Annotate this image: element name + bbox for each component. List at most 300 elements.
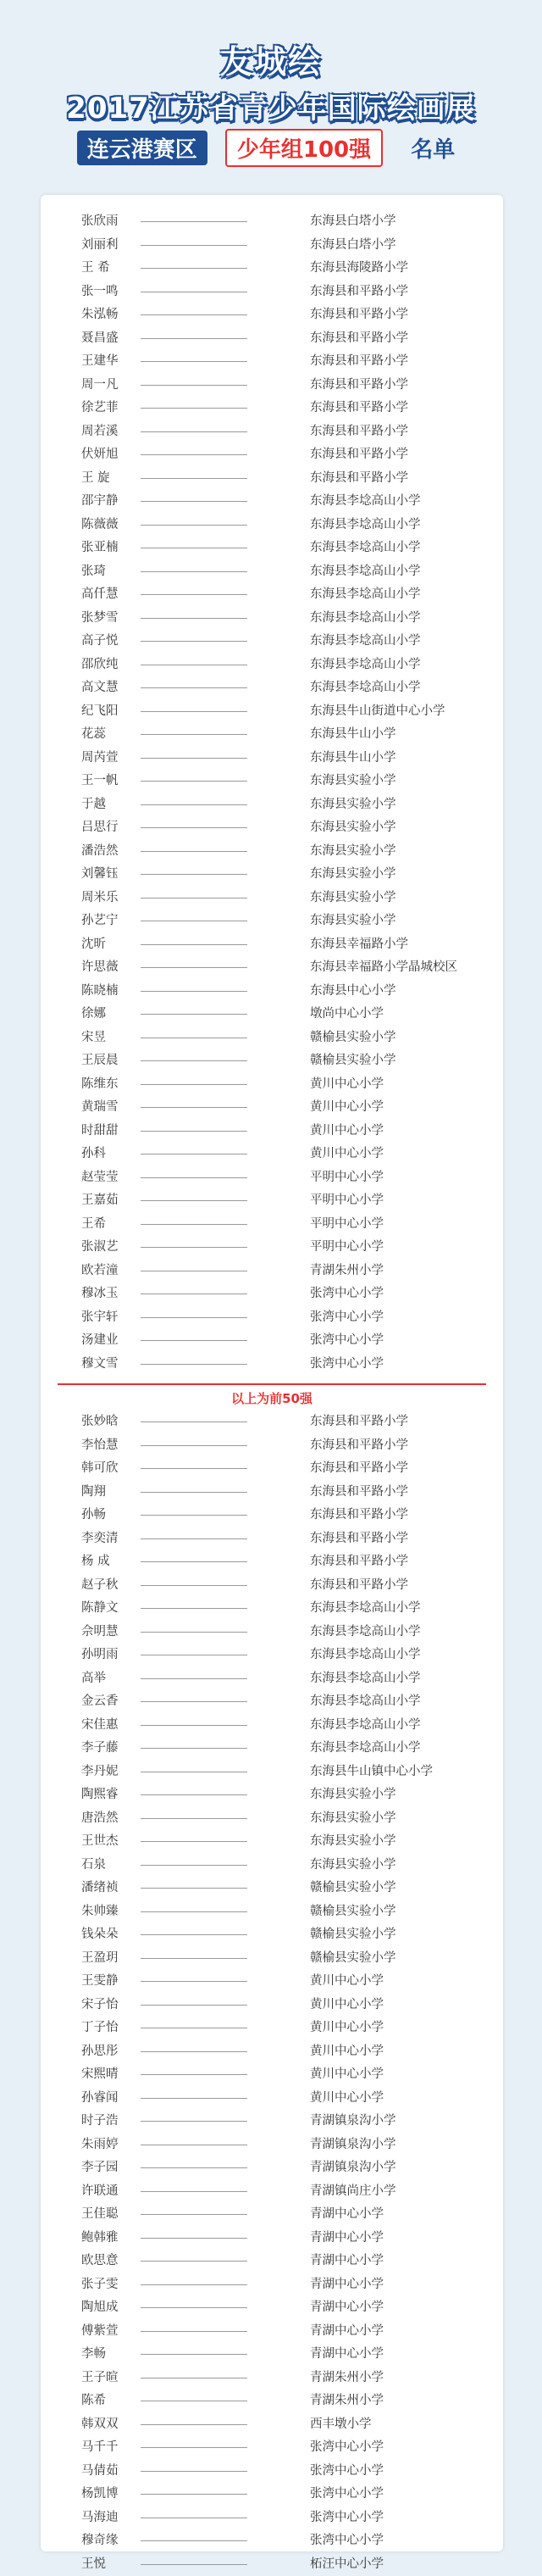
- list-row: [41, 1049, 503, 1073]
- student-name: 李奕清: [81, 1527, 119, 1551]
- top50-list: [41, 210, 503, 1376]
- student-name: 潘绪祯: [81, 1877, 119, 1900]
- school-name: 东海县白塔小学: [310, 234, 396, 258]
- row-divider-line: [141, 1340, 247, 1341]
- row-divider-line: [141, 1608, 247, 1609]
- list-row: [41, 793, 503, 817]
- student-name: 许思薇: [81, 956, 119, 980]
- school-name: 青湖中心小学: [310, 2273, 384, 2297]
- row-divider-line: [141, 2564, 247, 2565]
- row-divider-line: [141, 408, 247, 409]
- list-row: [41, 303, 503, 327]
- list-row: [41, 1550, 503, 1574]
- student-name: 汤建业: [81, 1329, 119, 1353]
- student-name: 王悦: [81, 2553, 106, 2576]
- student-name: 王世杰: [81, 1830, 119, 1854]
- list-row: [41, 1353, 503, 1377]
- row-divider-line: [141, 1538, 247, 1539]
- list-row: [41, 281, 503, 304]
- list-row: [41, 863, 503, 887]
- student-name: 陶翔: [81, 1481, 106, 1505]
- school-name: 赣榆县实验小学: [310, 1947, 396, 1971]
- row-divider-line: [141, 1981, 247, 1982]
- list-row: [41, 490, 503, 514]
- list-row: [41, 327, 503, 351]
- row-divider-line: [141, 2447, 247, 2448]
- row-divider-line: [141, 1818, 247, 1819]
- list-row: [41, 1434, 503, 1458]
- school-name: 黄川中心小学: [310, 2017, 384, 2040]
- school-name: 东海县白塔小学: [310, 210, 396, 234]
- list-row: [41, 1481, 503, 1505]
- school-name: 东海县中心小学: [310, 980, 396, 1004]
- list-row: [41, 1807, 503, 1831]
- list-row: [41, 2134, 503, 2157]
- school-name: 东海县和平路小学: [310, 420, 408, 444]
- student-name: 孙明雨: [81, 1644, 119, 1667]
- student-name: 王嘉茹: [81, 1189, 119, 1213]
- list-row: [41, 1166, 503, 1190]
- row-divider-line: [141, 1014, 247, 1015]
- student-name: 张亚楠: [81, 537, 119, 560]
- student-name: 陈薇薇: [81, 514, 119, 537]
- row-divider-line: [141, 1725, 247, 1726]
- school-name: 东海县和平路小学: [310, 467, 408, 491]
- school-name: 赣榆县实验小学: [310, 1877, 396, 1900]
- list-row: [41, 1923, 503, 1947]
- list-row: [41, 397, 503, 420]
- student-name: 陶旭成: [81, 2296, 119, 2320]
- row-divider-line: [141, 874, 247, 875]
- list-row: [41, 770, 503, 793]
- row-divider-line: [141, 2074, 247, 2075]
- school-name: 青湖朱州小学: [310, 2390, 384, 2413]
- student-name: 朱雨婷: [81, 2134, 119, 2157]
- student-name: 孙科: [81, 1143, 106, 1166]
- student-name: 穆冰玉: [81, 1282, 119, 1306]
- school-name: 东海县实验小学: [310, 910, 396, 933]
- row-divider-line: [141, 1794, 247, 1795]
- list-row: [41, 1690, 503, 1714]
- list-row: [41, 816, 503, 840]
- school-name: 东海县李埝高山小学: [310, 490, 421, 514]
- student-name: 徐娜: [81, 1003, 106, 1027]
- school-name: 东海县李埝高山小学: [310, 1737, 421, 1761]
- student-name: 宋昱: [81, 1027, 106, 1050]
- student-name: 时子浩: [81, 2110, 119, 2134]
- list-row: [41, 467, 503, 491]
- school-name: 东海县和平路小学: [310, 1410, 408, 1434]
- student-name: 王辰晨: [81, 1049, 119, 1073]
- row-divider-line: [141, 1468, 247, 1469]
- student-name: 潘浩然: [81, 840, 119, 864]
- list-row: [41, 700, 503, 724]
- student-name: 邵宇静: [81, 490, 119, 514]
- school-name: 东海县和平路小学: [310, 1527, 408, 1551]
- list-row: [41, 2343, 503, 2367]
- list-row: [41, 1213, 503, 1237]
- student-name: 孙艺宁: [81, 910, 119, 933]
- list-row: [41, 2436, 503, 2460]
- list-row: [41, 1457, 503, 1481]
- school-name: 青湖中心小学: [310, 2250, 384, 2273]
- school-name: 东海县实验小学: [310, 1783, 396, 1807]
- poster-title-line1: 友城绘: [0, 36, 542, 82]
- student-name: 王 旋: [81, 467, 110, 491]
- student-name: 杨 成: [81, 1550, 110, 1574]
- list-row: [41, 1947, 503, 1971]
- row-divider-line: [141, 1317, 247, 1318]
- row-divider-line: [141, 1934, 247, 1935]
- list-row: [41, 1306, 503, 1330]
- student-name: 张琦: [81, 560, 106, 584]
- student-name: 孙睿闻: [81, 2087, 119, 2111]
- row-divider-line: [141, 2494, 247, 2495]
- school-name: 青湖镇尚庄小学: [310, 2180, 396, 2204]
- student-name: 王希: [81, 1213, 106, 1237]
- school-name: 平明中心小学: [310, 1213, 384, 1237]
- school-name: 赣榆县实验小学: [310, 1049, 396, 1073]
- school-name: 东海县和平路小学: [310, 443, 408, 467]
- list-row: [41, 2296, 503, 2320]
- student-name: 李子藤: [81, 1737, 119, 1761]
- school-name: 青湖中心小学: [310, 2343, 384, 2367]
- row-divider-line: [141, 1911, 247, 1912]
- student-name: 纪飞阳: [81, 700, 119, 724]
- school-name: 东海县李埝高山小学: [310, 560, 421, 584]
- school-name: 青湖朱州小学: [310, 2367, 384, 2390]
- school-name: 东海县幸福路小学: [310, 933, 408, 957]
- row-divider-line: [141, 2307, 247, 2308]
- student-name: 马倩茹: [81, 2460, 119, 2484]
- row-divider-line: [141, 1701, 247, 1702]
- student-name: 邵欣纯: [81, 654, 119, 677]
- list-row: [41, 910, 503, 933]
- list-row: [41, 1737, 503, 1761]
- list-row: [41, 1761, 503, 1784]
- school-name: 东海县和平路小学: [310, 303, 408, 327]
- school-name: 青湖镇泉沟小学: [310, 2110, 396, 2134]
- school-name: 东海县牛山街道中心小学: [310, 700, 445, 724]
- student-name: 聂昌盛: [81, 327, 119, 351]
- student-name: 宋子怡: [81, 1994, 119, 2017]
- list-row: [41, 2273, 503, 2297]
- list-row: [41, 630, 503, 654]
- student-name: 王盈玥: [81, 1947, 119, 1971]
- row-divider-line: [141, 804, 247, 805]
- row-divider-line: [141, 2331, 247, 2332]
- school-name: 东海县李埝高山小学: [310, 1597, 421, 1621]
- list-row: [41, 956, 503, 980]
- student-name: 沈昕: [81, 933, 106, 957]
- student-name: 佘明慧: [81, 1621, 119, 1644]
- list-row: [41, 1527, 503, 1551]
- school-name: 东海县李埝高山小学: [310, 1690, 421, 1714]
- school-name: 东海县李埝高山小学: [310, 514, 421, 537]
- row-divider-line: [141, 2121, 247, 2122]
- row-divider-line: [141, 1364, 247, 1365]
- school-name: 东海县李埝高山小学: [310, 537, 421, 560]
- student-name: 王 希: [81, 257, 110, 281]
- list-row: [41, 210, 503, 234]
- row-divider-line: [141, 338, 247, 339]
- student-name: 张欣雨: [81, 210, 119, 234]
- list-row: [41, 583, 503, 607]
- list-row: [41, 514, 503, 537]
- student-name: 陶熙睿: [81, 1783, 119, 1807]
- student-name: 刘馨钰: [81, 863, 119, 887]
- student-name: 韩可欣: [81, 1457, 119, 1481]
- list-row: [41, 2390, 503, 2413]
- student-name: 石泉: [81, 1854, 106, 1878]
- school-name: 东海县牛山小学: [310, 747, 396, 771]
- row-divider-line: [141, 2238, 247, 2239]
- school-name: 东海县李埝高山小学: [310, 583, 421, 607]
- list-row: [41, 2367, 503, 2390]
- student-name: 欧若潼: [81, 1260, 119, 1283]
- list-row: [41, 2017, 503, 2040]
- list-row: [41, 537, 503, 560]
- row-divider-line: [141, 2098, 247, 2099]
- list-row: [41, 1329, 503, 1353]
- region-badge: 连云港赛区: [77, 131, 207, 165]
- school-name: 西丰墩小学: [310, 2413, 372, 2437]
- student-name: 朱泓畅: [81, 303, 119, 327]
- list-row: [41, 1236, 503, 1260]
- row-divider-line: [141, 1888, 247, 1889]
- school-name: 东海县和平路小学: [310, 374, 408, 398]
- list-row: [41, 560, 503, 584]
- list-row: [41, 1120, 503, 1143]
- student-name: 李畅: [81, 2343, 106, 2367]
- row-divider-line: [141, 1131, 247, 1132]
- student-name: 于越: [81, 793, 106, 817]
- list-row: [41, 2413, 503, 2437]
- student-name: 宋熙晴: [81, 2063, 119, 2087]
- school-name: 东海县李埝高山小学: [310, 607, 421, 631]
- list-row: [41, 2203, 503, 2227]
- student-name: 时甜甜: [81, 1120, 119, 1143]
- student-name: 刘丽利: [81, 234, 119, 258]
- school-name: 黄川中心小学: [310, 1970, 384, 1994]
- school-name: 东海县和平路小学: [310, 350, 408, 374]
- list-row: [41, 443, 503, 467]
- row-divider-line: [141, 2424, 247, 2425]
- school-name: 黄川中心小学: [310, 1994, 384, 2017]
- list-row: [41, 1644, 503, 1667]
- list-row: [41, 2250, 503, 2273]
- list-row: [41, 1830, 503, 1854]
- school-name: 柘汪中心小学: [310, 2553, 384, 2576]
- row-divider-line: [141, 314, 247, 315]
- row-divider-line: [141, 478, 247, 479]
- row-divider-line: [141, 1841, 247, 1842]
- student-name: 徐艺菲: [81, 397, 119, 420]
- row-divider-line: [141, 1084, 247, 1085]
- row-divider-line: [141, 525, 247, 526]
- school-name: 东海县和平路小学: [310, 1434, 408, 1458]
- school-name: 张湾中心小学: [310, 2529, 384, 2553]
- student-name: 李怡慧: [81, 1434, 119, 1458]
- school-name: 张湾中心小学: [310, 2460, 384, 2484]
- list-row: [41, 1410, 503, 1434]
- school-name: 东海县和平路小学: [310, 1574, 408, 1598]
- row-divider-line: [141, 991, 247, 992]
- student-name: 高仟慧: [81, 583, 119, 607]
- student-name: 张妙晗: [81, 1410, 119, 1434]
- school-name: 黄川中心小学: [310, 1096, 384, 1120]
- row-divider-line: [141, 827, 247, 828]
- student-name: 王雯静: [81, 1970, 119, 1994]
- row-divider-line: [141, 454, 247, 455]
- school-name: 张湾中心小学: [310, 1306, 384, 1330]
- row-divider-line: [141, 1865, 247, 1866]
- school-name: 东海县实验小学: [310, 793, 396, 817]
- row-divider-line: [141, 2471, 247, 2472]
- list-row: [41, 234, 503, 258]
- student-name: 花蕊: [81, 723, 106, 747]
- school-name: 东海县李埝高山小学: [310, 1667, 421, 1691]
- student-name: 张子雯: [81, 2273, 119, 2297]
- student-name: 马千千: [81, 2436, 119, 2460]
- list-row: [41, 374, 503, 398]
- student-name: 唐浩然: [81, 1807, 119, 1831]
- row-divider-line: [141, 687, 247, 688]
- school-name: 黄川中心小学: [310, 1120, 384, 1143]
- student-name: 赵子秋: [81, 1574, 119, 1598]
- school-name: 黄川中心小学: [310, 1143, 384, 1166]
- list-row: [41, 887, 503, 910]
- row-divider-line: [141, 361, 247, 362]
- list-row: [41, 1003, 503, 1027]
- list-row: [41, 1096, 503, 1120]
- school-name: 东海县李埝高山小学: [310, 676, 421, 700]
- list-row: [41, 1597, 503, 1621]
- row-divider-line: [141, 1200, 247, 1201]
- school-name: 青湖中心小学: [310, 2227, 384, 2251]
- school-name: 东海县和平路小学: [310, 1457, 408, 1481]
- student-name: 傅紫萱: [81, 2320, 119, 2344]
- row-divider-line: [141, 1632, 247, 1633]
- school-name: 东海县和平路小学: [310, 1504, 408, 1527]
- school-name: 平明中心小学: [310, 1189, 384, 1213]
- list-row: [41, 1854, 503, 1878]
- list-row: [41, 1994, 503, 2017]
- student-name: 张淑艺: [81, 1236, 119, 1260]
- school-name: 青湖朱州小学: [310, 1260, 384, 1283]
- school-name: 黄川中心小学: [310, 1073, 384, 1097]
- student-name: 高子悦: [81, 630, 119, 654]
- list-row: [41, 2040, 503, 2064]
- row-divider-line: [141, 1958, 247, 1959]
- row-divider-line: [141, 2284, 247, 2285]
- school-name: 赣榆县实验小学: [310, 1027, 396, 1050]
- school-name: 东海县实验小学: [310, 840, 396, 864]
- row-divider-line: [141, 1492, 247, 1493]
- row-divider-line: [141, 1561, 247, 1562]
- student-name: 丁子怡: [81, 2017, 119, 2040]
- school-name: 东海县实验小学: [310, 1807, 396, 1831]
- row-divider-line: [141, 1585, 247, 1586]
- row-divider-line: [141, 2540, 247, 2541]
- list-row: [41, 2180, 503, 2204]
- list-row: [41, 350, 503, 374]
- student-name: 张梦雪: [81, 607, 119, 631]
- school-name: 东海县李埝高山小学: [310, 630, 421, 654]
- school-name: 黄川中心小学: [310, 2087, 384, 2111]
- school-name: 张湾中心小学: [310, 1282, 384, 1306]
- student-name: 孙畅: [81, 1504, 106, 1527]
- row-divider-line: [141, 1107, 247, 1108]
- list-row: [41, 2506, 503, 2530]
- student-name: 伏妍旭: [81, 443, 119, 467]
- row-divider-line: [141, 1748, 247, 1749]
- school-name: 黄川中心小学: [310, 2040, 384, 2064]
- student-name: 欧思意: [81, 2250, 119, 2273]
- school-name: 东海县和平路小学: [310, 281, 408, 304]
- row-divider-line: [141, 1445, 247, 1446]
- student-name: 陈希: [81, 2390, 106, 2413]
- list-row: [41, 1504, 503, 1527]
- student-name: 王建华: [81, 350, 119, 374]
- row-divider-line: [141, 1678, 247, 1679]
- student-name: 黄瑞雪: [81, 1096, 119, 1120]
- divider-line: [58, 1383, 486, 1385]
- row-divider-line: [141, 385, 247, 386]
- row-divider-line: [141, 2005, 247, 2006]
- school-name: 青湖中心小学: [310, 2203, 384, 2227]
- school-name: 东海县实验小学: [310, 816, 396, 840]
- list-row: [41, 980, 503, 1004]
- row-divider-line: [141, 1224, 247, 1225]
- school-name: 张湾中心小学: [310, 2506, 384, 2530]
- school-name: 赣榆县实验小学: [310, 1923, 396, 1947]
- row-divider-line: [141, 758, 247, 759]
- row-divider-line: [141, 2214, 247, 2215]
- list-row: [41, 2063, 503, 2087]
- row-divider-line: [141, 221, 247, 222]
- row-divider-line: [141, 944, 247, 945]
- student-name: 周芮萱: [81, 747, 119, 771]
- school-name: 东海县实验小学: [310, 863, 396, 887]
- list-row: [41, 1667, 503, 1691]
- row-divider-line: [141, 781, 247, 782]
- list-row: [41, 1027, 503, 1050]
- school-name: 张湾中心小学: [310, 2483, 384, 2506]
- student-name: 周若溪: [81, 420, 119, 444]
- school-name: 东海县和平路小学: [310, 327, 408, 351]
- student-name: 穆奇缘: [81, 2529, 119, 2553]
- row-divider-line: [141, 245, 247, 246]
- student-name: 马海迪: [81, 2506, 119, 2530]
- list-row: [41, 1970, 503, 1994]
- list-row: [41, 747, 503, 771]
- student-name: 陈维东: [81, 1073, 119, 1097]
- student-name: 吕思行: [81, 816, 119, 840]
- student-name: 钱朵朵: [81, 1923, 119, 1947]
- list-row: [41, 2553, 503, 2576]
- poster-header: [0, 0, 542, 182]
- school-name: 东海县和平路小学: [310, 1481, 408, 1505]
- rest50-list: [41, 1410, 503, 2576]
- row-divider-line: [141, 2051, 247, 2052]
- row-divider-line: [141, 898, 247, 899]
- row-divider-line: [141, 851, 247, 852]
- row-divider-line: [141, 431, 247, 432]
- student-name: 周米乐: [81, 887, 119, 910]
- list-row: [41, 2460, 503, 2484]
- top50-divider: [41, 1377, 503, 1411]
